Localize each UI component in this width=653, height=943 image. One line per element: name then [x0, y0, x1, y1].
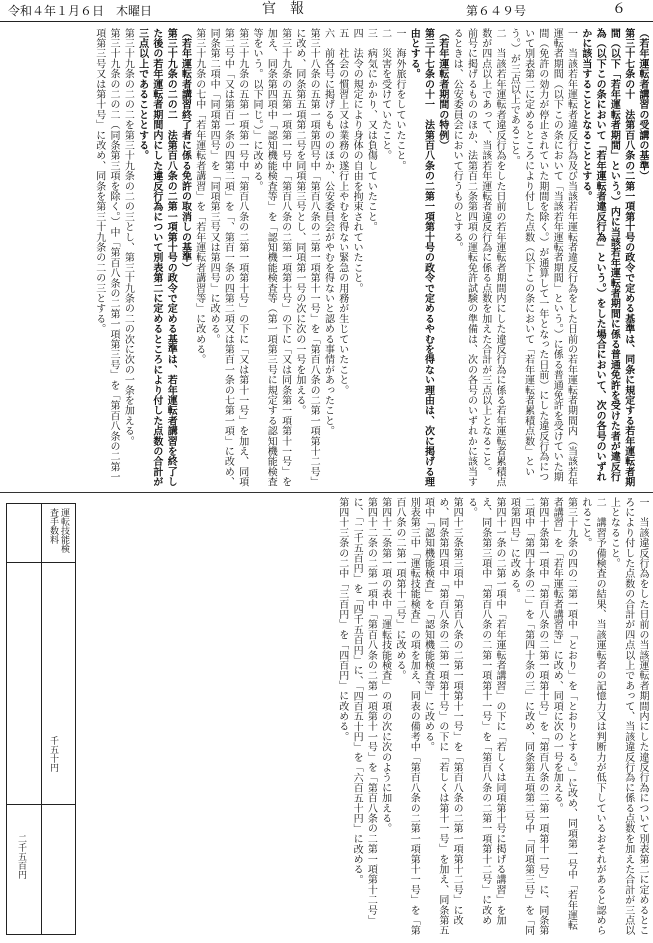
- lower-vertical-text: [94, 497, 649, 939]
- article-heading: 第三十七条の十 法第百八条の二第一項第十号の政令で定める基準は、同条に規定する若年運転者期間（以下「若年運転者期間」という。）内に当該若年運転者期間に係る普通免許を受けた者が違反行為（以下この条において「若年運転者違反行為」という。）をした場合において、次の各号のいずれかに該当することとなることとする。: [579, 28, 634, 487]
- article-heading: （若年運転者期間の特例）: [436, 28, 448, 151]
- fee-table: [6, 503, 76, 935]
- paragraph: 第三十八条の五第一項第四号中「第百八条の二第一項第十一号」を「第百八条の二第一項第十二号」に改め、同条第五項第二号を同項第三号とし、同項第一号の次に次の一号を加える。: [293, 28, 320, 487]
- lower-text-block: [4, 497, 649, 939]
- paragraph: 第三十九条の二の二（同条第三項を除く。）中「第百八条の二第一項第三号」を「第百八条の二第一項第三号又は第十号」に改め、同条を第三十九条の二の三とする。: [93, 28, 120, 482]
- issue-number: 第６４９号: [466, 4, 527, 18]
- fee-table-column-divider: [41, 504, 42, 934]
- paragraph: 第四十条第一項中「第百八条の二第一項第十号」を「第百八条の二第一項第十一号」に、同条第二項中「第四十条の二」を「第四十条の三」に改め、同条第五項第二号中「同項第三号」を「同項第四号」に改める。: [508, 497, 548, 936]
- issue-date: 令和４年１月６日 木曜日: [8, 4, 153, 18]
- paragraph: 五 社会の慣習上又は業務の遂行上やむを得ない緊急の用務が生じていたこと。: [336, 28, 348, 396]
- article-heading: 第三十七条の十一 法第百八条の二第一項第十号の政令で定めるやむを得ない理由は、次に掲げる理由とする。: [408, 28, 434, 487]
- paragraph: 一 当該若年運転者違反行為及び当該若年運転者違反行為をした日前の若年運転者期間内（当該若年運転者期間（以下この条において「当該若年運転者期間」という。）に係る普通免許を受けていた期間（免許の効力が停止されていた期間を除く。）が通算して一年となった日前）にした違反行為について別表第二に定めるところにより付した点数（以下この条において「若年運転者累積点数」という。）が三点以上であること。: [508, 28, 577, 487]
- paragraph: 第三十九条の七中「若年運転者講習」を「若年運転者講習等」に改める。: [193, 28, 205, 365]
- section-divider: [0, 492, 653, 493]
- paragraph: 一 海外旅行をしていたこと。: [393, 28, 405, 171]
- paragraph: 三 病気にかかり、又は負傷していたこと。: [365, 28, 377, 232]
- paragraph: 第四十三条の二中「三百円」を「四百円」に改める。: [336, 497, 348, 742]
- paragraph: 第四十三条第三項中「第百八条の二第一項第十一号」を「第百八条の二第一項第十二号」に改め、同条第四項中「第百八条の二第一項第十号」の下に「若しくは第十一号」を加え、同条第五項中「認知機能検査」を「認知機能検査等」に改める。: [422, 497, 463, 936]
- fee-table-header-text: 運転技能検査手数料: [48, 508, 69, 553]
- fee-value-2: 二千五百円: [16, 834, 26, 879]
- paragraph: 第四十二条第一項の表中「運転技能検査」の項の次に次のように加える。: [379, 497, 391, 834]
- fee-table-row-divider: [7, 804, 75, 805]
- article-heading: 第三十九条の二の二 法第百八条の二第一項第十号の政令で定める基準は、若年運転者講習を終了した後の若年運転者期間内にした違反行為について別表第二に定めるところにより付した点数の合計が三点以上であることとする。: [136, 28, 177, 487]
- paragraph: 一 当該違反行為をした日前の当該運転者期間内にした違反行為について別表第二に定めるところにより付した点数の合計が四点以上であって、当該違反行為に係る点数を加えた合計が三点以上となること。: [608, 497, 648, 936]
- page-number: ６: [612, 1, 626, 17]
- header-divider: [0, 21, 653, 22]
- paragraph: 前号に掲げるもののほか、法第百二条第四項の運転免許試験の準備は、次の各号のいずれかに該当するときは、公安委員会において行うものとする。: [451, 28, 477, 487]
- paragraph: 六 前各号に掲げるもののほか、公安委員会がやむを得ないと認める事情があったこと。: [322, 28, 334, 436]
- paragraph: 二 当該若年運転者違反行為をした日前の若年運転者期間内にした違反行為に係る若年運転者累積点数が四点以上であって、当該若年運転者違反行為に係る点数を加えた合計が三点以上となること。: [479, 28, 506, 487]
- paragraph: 四 法令の規定により身体の自由を拘束されていたこと。: [351, 28, 363, 294]
- article-heading: （若年運転者講習終了者に係る免許の取消しの基準）: [179, 28, 191, 273]
- gazette-header: [0, 0, 653, 22]
- upper-text-block: [4, 28, 649, 490]
- paragraph: 第三十九条の二の二を第三十九条の二の三とし、第三十九条の二の次に次の一条を加える。: [122, 28, 134, 447]
- paragraph: 第三十九条の五第一項第一号中「第百八条の二第一項第十号」の下に「又は同条第一項第十一号」を加え、同条第四項中「認知機能検査等」を「認知機能検査等（第一項第三号に規定する認知機能検査等をいう。以下同じ。）」に改める。: [250, 28, 291, 487]
- article-heading: （若年運転者講習の受講の基準）: [637, 28, 648, 181]
- paragraph: 別表第三中「運転技能検査」の項を加え、同表の備考中「第百八条の二第一項第十一号」を「第百八条の二第一項第十二号」に改める。: [393, 497, 420, 936]
- paragraph: 二 講習予備検査の結果、当該運転者の記憶力又は判断力が低下しているおそれがあると認められること。: [579, 497, 606, 936]
- paragraph: 第四十二条の二第一項中「第百八条の二第一項第十一号」を「第百八条の二第一項第十二号」に、「二千五百円」を「四千五百円」に、「四百五十円」を「六百五十円」に改める。: [351, 497, 377, 926]
- paragraph: 第三十九条の四の二第一項中「とおり」を「とおりとする。」に改め、同項第一号中「若年運転者講習」を「若年運転者講習等」に改め、同項に次の一号を加える。: [551, 497, 577, 931]
- publication-title: 官報: [262, 1, 318, 17]
- paragraph: 第四十一条の二第一項中「若年運転者講習」の下に「若しくは同項第十号に掲げる講習」を加え、同条第三項中「第百八条の二第一項第十一号」を「第百八条の二第一項第十二号」に改める。: [465, 497, 506, 926]
- paragraph: 二 災害を受けていたこと。: [379, 28, 391, 161]
- upper-vertical-text: [8, 28, 649, 490]
- fee-value-1: 千五十円: [48, 736, 58, 772]
- paragraph: 第三十九条の五第一項第一号中「第百八条の二第一項第十号」の下に「又は第十一号」を加え、同項第二号中「又は第百一条の四第二項」を「、第百一条の四第二項又は第百一条の七第一項」に改め、同条第二項中「同項第四号」を「同項第三号又は第四号」に改める。: [208, 28, 248, 487]
